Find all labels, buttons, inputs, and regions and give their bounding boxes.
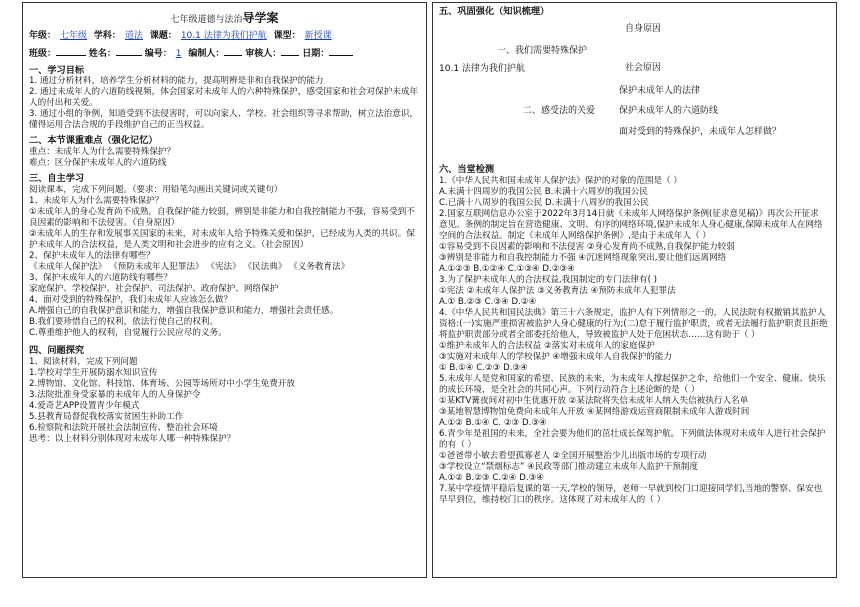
knowledge-mindmap	[439, 18, 830, 160]
text-line: A.①② B.①④ C. ②③ D.③④	[439, 417, 547, 428]
number-value: 1	[175, 49, 182, 60]
text-line: 早早到位，维持校门口的秩序。这体现了对未成年人的（ ）	[439, 494, 666, 505]
text-line: 资格:(一)实施严重损害被监护人身心健康的行为;(二)怠于履行监护职责，或者无法履行监护职责且拒绝	[439, 318, 828, 329]
text-line: 护未成年人的合法权益，是人类文明和社会进步的应有之义。（社会原因）	[29, 239, 309, 250]
text-line: ③某地智慧博物馆免费向未成年人开放 ④某网络游戏运营商限制未成年人游戏时间	[439, 406, 750, 417]
section-heading: 二、本节课重难点（强化记忆）	[29, 135, 158, 147]
text-line: ①宪法 ②未成年人保护法 ③义务教育法 ④预防未成年人犯罪法	[439, 285, 676, 296]
text-line: ①爸爸带小敏去看望孤寡老人 ②全国开展整治少儿出版市场的专项行动	[439, 450, 707, 461]
text-line: ①容易受到不良因素的影响和不法侵害 ②身心发育尚不成熟,自我保护能力较弱	[439, 241, 735, 252]
text-line: ③实施对未成年人的学校保护 ④增强未成年人自我保护的能力	[439, 351, 672, 362]
text-line: 1、未成年人为什么需要特殊保护？	[29, 195, 164, 206]
learning-goals	[29, 76, 420, 131]
text-line: A.① B.②③ C.③④ D.②④	[439, 296, 537, 307]
text-line: C.尊重维护他人的权利，自觉履行公民应尽的义务。	[29, 327, 227, 338]
mindmap-node: 二、感受法的关爱	[523, 105, 596, 116]
text-line: 7.某中学疫情平稳后复课的第一天,学校的领导，老师一早就到校门口迎接同学们,当地的警察、保安也	[439, 483, 823, 494]
mindmap-node: 保护未成年人的六道防线	[619, 105, 719, 116]
author-blank[interactable]	[224, 46, 242, 56]
text-line: 的有（ ）	[439, 439, 477, 450]
mindmap-node: 自身原因	[625, 23, 662, 34]
text-line: A.①② B.②③ C.②④ D.③④	[439, 472, 544, 483]
text-line: 家庭保护、学校保护、社会保护、司法保护、政府保护、网络保护	[29, 283, 279, 294]
text-line: A.增强自己的自我保护意识和能力，增强自我保护意识和能力，增强社会责任感。	[29, 305, 339, 316]
section-heading: 五、巩固强化（知识梳理）	[439, 6, 550, 17]
self-study	[29, 185, 420, 339]
text-line: 4、面对受到的特殊保护，我们未成年人应该怎么做？	[29, 294, 233, 305]
name-blank[interactable]	[116, 46, 142, 56]
text-line: 《未成年人保护法》 《预防未成年人犯罪法》 《宪法》 《民法典》 《义务教育法》	[29, 261, 350, 272]
text-line: 意见。条例的制定旨在营造健康、文明、有序的网络环境,保护未成年人身心健康,保障未成年人在网络	[439, 219, 823, 230]
text-line: ②未成年人的生存和发展事关国家的未来，对未成年人给予特殊关爱和保护，已经成为人类的共识。保	[29, 228, 415, 239]
page-title: 七年级道德与法治导学案	[170, 11, 279, 25]
text-line: 3.法院批准身受家暴的未成年人的人身保护令	[29, 389, 201, 400]
text-line: 难点：区分保护未成年人的六道防线	[29, 158, 167, 169]
text-line: 空间的合法权益。制定《未成年人网络保护条例》,是由于未成年人（ ）	[439, 230, 711, 241]
text-line: 人的付出和关爱。	[29, 98, 98, 109]
text-line: ①某KTV篝夜间对初中生优惠开放 ②某法院将失信未成年人纳入失信被执行人名单	[439, 395, 749, 406]
text-line: 5.县教育局督促我校落实贫困生补助工作	[29, 411, 184, 422]
section-heading: 四、问题探究	[29, 344, 85, 356]
type-value: 新授课	[304, 30, 332, 41]
text-line: 6.青少年是祖国的未来，全社会要为他们的茁壮成长保驾护航。下列做法体现对未成年人进行社会保护	[439, 428, 826, 439]
text-line: 6.检察院和法院开展社会法制宣传、整治社会环境	[29, 422, 218, 433]
text-line: ③学校设立“禁烟标志” ④民政等部门推动建立未成年人监护干预制度	[439, 461, 699, 472]
text-line: 3. 通过小组的争例，知道受到不法侵害时，可以向家人、学校、社会组织等寻求帮助，树立法治意识，	[29, 109, 419, 120]
right-page	[432, 2, 837, 578]
text-line: 2、保护未成年人的法律有哪些？	[29, 250, 155, 261]
grade-value: 七年级	[60, 30, 88, 41]
mindmap-node: 面对受到的特殊保护，未成年人怎样做？	[619, 126, 782, 137]
text-line: 的成长环境，是全社会的共同心声。下列行动符合上述论断的是（ ）	[439, 384, 700, 395]
problem-inquiry	[29, 357, 420, 445]
topic-value: 10.1 法律为我们护航	[180, 30, 267, 41]
text-line: C.已满十八周岁的我国公民 D.未满十八周岁的我国公民	[439, 197, 649, 208]
date-blank[interactable]	[329, 46, 353, 56]
text-line: B.我们要珍惜自己的权利，依法行使自己的权利。	[29, 316, 219, 327]
text-line: ①维护未成年人的合法权益 ②落实对未成年人的家庭保护	[439, 340, 655, 351]
text-line: ①未成年人的身心发育尚不成熟，自我保护能力较弱，辨别是非能力和自我控制能力不强，容易受到不	[29, 206, 415, 217]
reviewer-blank[interactable]	[281, 46, 299, 56]
course-info-row: 年级： 七年级 学科： 道法 课题： 10.1 法律为我们护航 课型： 新授课	[29, 31, 420, 43]
mindmap-node: 一、我们需要特殊保护	[497, 45, 588, 56]
section-heading: 三、自主学习	[29, 173, 85, 185]
classroom-test	[439, 176, 830, 506]
text-line: 1.《中华人民共和国未成年人保护法》保护的对象的范围是（ ）	[439, 175, 682, 186]
text-line: 2. 通过未成年人的六道防线视频，体会国家对未成年人的六种特殊保护，感受国家和社会对保护未成年	[29, 87, 419, 98]
section-heading: 一、学习目标	[29, 64, 85, 76]
text-line: 1.学校对学生开展防溺水知识宣传	[29, 367, 158, 378]
text-line: A.①②③ B.①②④ C.①③④ D.②③④	[439, 263, 575, 274]
text-line: 重点：未成年人为什么需要特殊保护？	[29, 147, 176, 158]
text-line: ① B.①④ C.②③ D.③④	[439, 362, 528, 373]
text-line: 阅读课本，完成下列问题。（要求：用铅笔勾画出关键词或关键句）	[29, 184, 283, 195]
subject-value: 道法	[124, 30, 143, 41]
text-line: A.未满十四周岁的我国公民 B.未满十六周岁的我国公民	[439, 186, 648, 197]
text-line: 将监护职责部分或者全部委托给他人，导致被监护人处于危困状态……这有助于（ ）	[439, 329, 760, 340]
text-line: ③辨别是非能力和自我控制能力不强 ④沉迷网络现象突出,要让他们远离网络	[439, 252, 727, 263]
text-line: 思考：以上材料分别体现对未成年人哪一种特殊保护？	[29, 433, 236, 444]
mindmap-node: 保护未成年人的法律	[619, 85, 701, 96]
text-line: 1. 通过分析材料，培养学生分析材料的能力，提高明辨是非和自我保护的能力	[29, 76, 324, 87]
text-line: 4.爱奇艺APP设置青少年模式	[29, 400, 140, 411]
section-heading: 六、当堂检测	[439, 163, 495, 175]
key-points	[29, 147, 420, 169]
mindmap-node: 社会原因	[625, 62, 662, 73]
left-page	[22, 2, 427, 578]
student-info-row: 班级： 姓名： 编号： 1 编制人： 审核人： 日期：	[29, 46, 420, 61]
text-line: 4.《中华人民共和国民法典》第三十六条规定，监护人有下列情形之一的，人民法院有权撤销其监护人	[439, 307, 826, 318]
text-line: 良因素的影响和不法侵害。（自身原因）	[29, 217, 180, 228]
text-line: 2.博物馆、文化馆、科技馆、体育场、公园等场所对中小学生免费开放	[29, 378, 296, 389]
mindmap-root: 10.1 法律为我们护航	[439, 63, 525, 74]
text-line: 2.国家互联网信息办公室于2022年3月14日就《未成年人网络保护条例(征求意见稿)》再次公开征求	[439, 208, 819, 219]
text-line: 3、保护未成年人的六道防线有哪些？	[29, 272, 172, 283]
text-line: 5.未成年人是党和国家的希望、民族的未来，为未成年人撑起保护之伞，给他们一个安全、健康、快乐	[439, 373, 826, 384]
class-blank[interactable]	[56, 46, 86, 56]
text-line: 1、阅读材料，完成下列问题	[29, 356, 138, 367]
text-line: 3.为了保护未成年人的合法权益,我国制定的专门法律有( )	[439, 274, 658, 285]
text-line: 懂得运用合法合规的手段维护自己的正当权益。	[29, 120, 210, 131]
